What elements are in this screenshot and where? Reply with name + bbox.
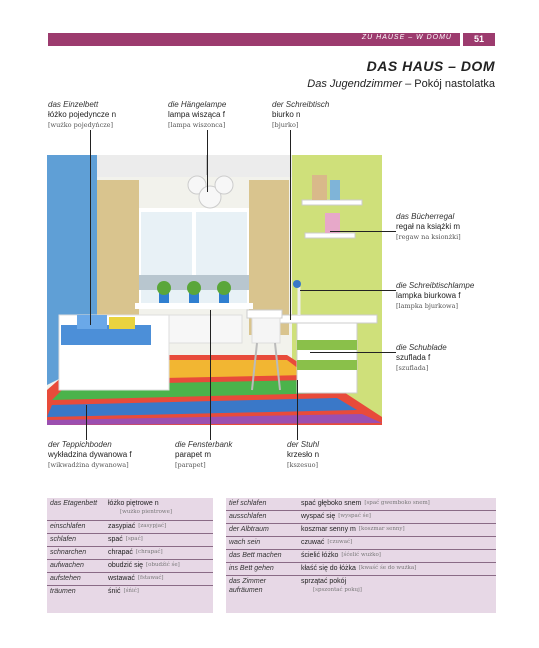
label-teppichboden: der Teppichboden wykładzina dywanowa f [wikwadżina dywanowa] bbox=[48, 440, 132, 469]
vocab-row: das Etagenbett łóżko piętrowe n [wużko pientrowe] bbox=[47, 498, 213, 521]
vocab-row: ins Bett gehen kłaść się do łóżka [kwaść śe do wużka] bbox=[226, 563, 496, 576]
vocab-row: tief schlafen spać głęboko snem [spać gwemboko snem] bbox=[226, 498, 496, 511]
leader-buecherregal bbox=[330, 231, 396, 232]
leader-haengelampe bbox=[207, 130, 208, 192]
vocab-table-left bbox=[47, 498, 213, 613]
vocab-row: einschlafen zasypiać [zasypjać] bbox=[47, 521, 213, 534]
label-stuhl: der Stuhl krzesło n [kszesuo] bbox=[287, 440, 320, 469]
label-fensterbank: die Fensterbank parapet m [parapet] bbox=[175, 440, 233, 469]
vocab-row: schnarchen chrapać [chrapać] bbox=[47, 547, 213, 560]
vocab-row: aufwachen obudzić się [obudźić śe] bbox=[47, 560, 213, 573]
leader-schreibtisch bbox=[290, 130, 291, 320]
label-haengelampe: die Hängelampe lampa wisząca f [lampa wiszonca] bbox=[168, 100, 227, 129]
vocab-row: das Bett machen ścielić łóżko [śćelić wużko] bbox=[226, 550, 496, 563]
label-schublade: die Schublade szuflada f [szuflada] bbox=[396, 343, 447, 372]
leader-teppichboden bbox=[86, 405, 87, 440]
subtitle-de: Das Jugendzimmer bbox=[307, 78, 403, 90]
leader-fensterbank bbox=[210, 310, 211, 440]
page-title: DAS HAUS – DOM bbox=[366, 58, 495, 74]
leader-schublade bbox=[310, 352, 396, 353]
vocab-row: wach sein czuwać [czuwać] bbox=[226, 537, 496, 550]
vocab-row: schlafen spać [spać] bbox=[47, 534, 213, 547]
label-schreibtisch: der Schreibtisch biurko n [bjurko] bbox=[272, 100, 330, 129]
vocab-row: ausschlafen wyspać się [wyspać śe] bbox=[226, 511, 496, 524]
leader-stuhl bbox=[297, 380, 298, 440]
vocab-row: aufstehen wstawać [fstawać] bbox=[47, 573, 213, 586]
label-einzelbett: das Einzelbett łóżko pojedyncze n [wużko pojedyńcze] bbox=[48, 100, 117, 129]
page-subtitle: Das Jugendzimmer – Pokój nastolatka bbox=[307, 78, 495, 90]
vocab-table-right bbox=[226, 498, 496, 613]
leader-einzelbett bbox=[90, 130, 91, 325]
subtitle-pl: Pokój nastolatka bbox=[414, 78, 495, 90]
page-number: 51 bbox=[463, 33, 495, 46]
label-buecherregal: das Bücherregal regał na książki m [regaw na ksionżki] bbox=[396, 212, 461, 241]
vocab-row: der Albtraum koszmar senny m [koszmar senny] bbox=[226, 524, 496, 537]
label-schreibtischlampe: die Schreibtischlampe lampka biurkowa f [lampka bjurkowa] bbox=[396, 281, 475, 310]
vocab-row: träumen śnić [śńić] bbox=[50, 588, 139, 595]
section-title: ZU HAUSE – W DOMU bbox=[361, 34, 452, 41]
leader-schreibtischlampe bbox=[300, 290, 396, 291]
vocab-row: das Zimmer aufräumen sprzątać pokój [spszontać pokuj] bbox=[229, 578, 362, 594]
section-header-bar bbox=[48, 33, 460, 46]
